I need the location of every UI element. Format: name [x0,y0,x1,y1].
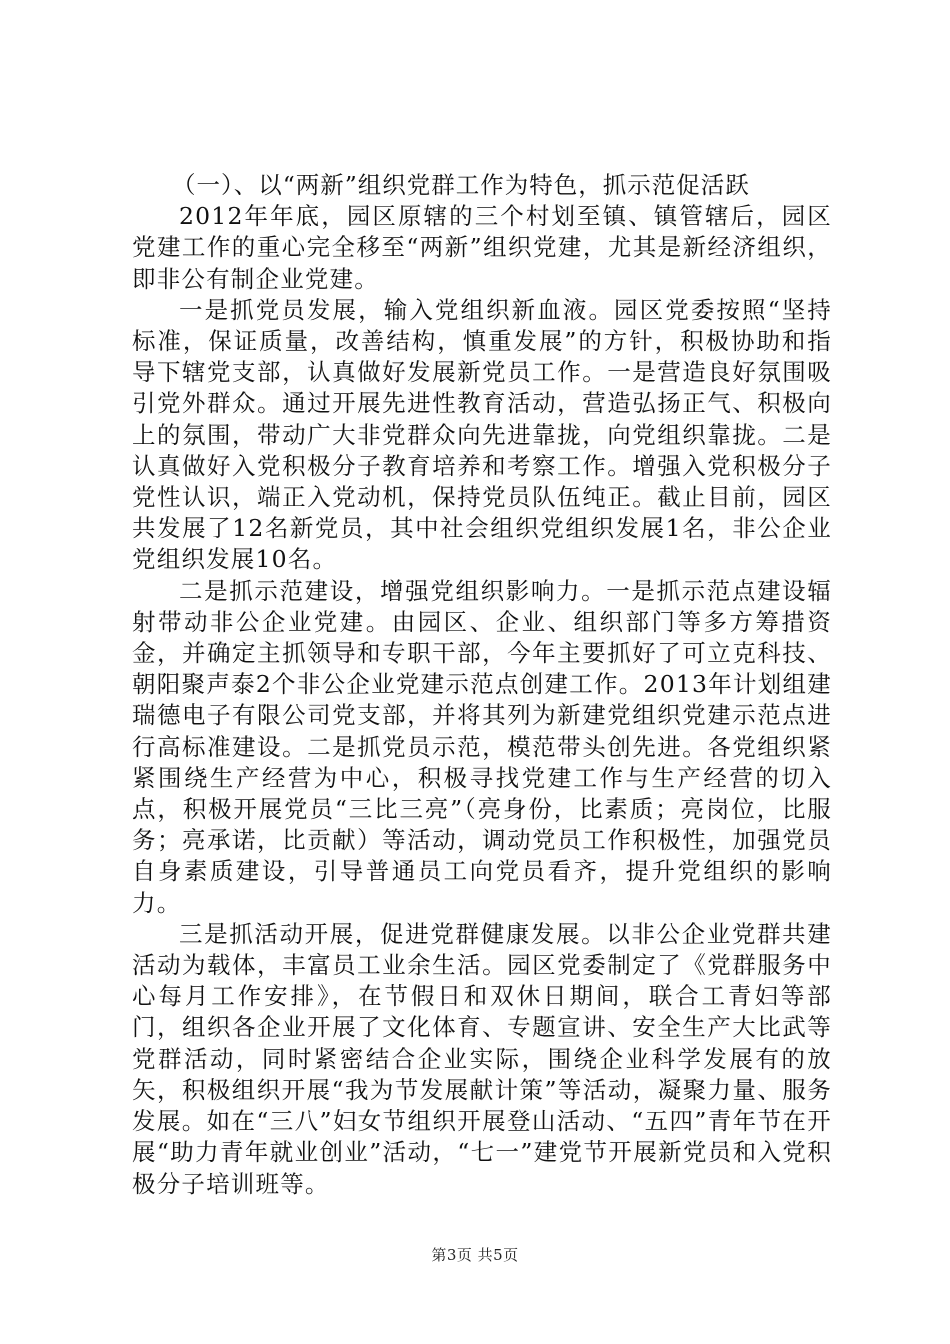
paragraph-activities: 三是抓活动开展，促进党群健康发展。以非公企业党群共建活动为载体，丰富员工业余生活。园区党委制定了《党群服务中心每月工作安排》，在节假日和双休日期间，联合工青妇等部门，组织各企业开展了文化体育、专题宣讲、安全生产大比武等党群活动，同时紧密结合企业实际，围绕企业科学发展有的放矢，积极组织开展“我为节发展献计策”等活动，凝聚力量、服务发展。如在“三八”妇女节组织开展登山活动、“五四”青年节在开展“助力青年就业创业”活动，“七一”建党节开展新党员和入党积极分子培训班等。 [132,919,832,1198]
document-body [132,170,832,1200]
paragraph-intro: 2012年年底，园区原辖的三个村划至镇、镇管辖后，园区党建工作的重心完全移至“两新”组织党建，尤其是新经济组织，即非公有制企业党建。 [132,202,832,293]
page-footer: 第3页 共5页 [431,1246,519,1264]
section-heading: （一）、以“两新”组织党群工作为特色，抓示范促活跃 [172,171,750,199]
paragraph-party-member-development: 一是抓党员发展，输入党组织新血液。园区党委按照“坚持标准，保证质量，改善结构，慎重发展”的方针，积极协助和指导下辖党支部，认真做好发展新党员工作。一是营造良好氛围吸引党外群众。通过开展先进性教育活动，营造弘扬正气、积极向上的氛围，带动广大非党群众向先进靠拢，向党组织靠拢。二是认真做好入党积极分子教育培养和考察工作。增强入党积极分子党性认识，端正入党动机，保持党员队伍纯正。截止目前，园区共发展了12名新党员，其中社会组织党组织发展1名，非公企业党组织发展10名。 [132,295,832,574]
paragraph-demonstration-building: 二是抓示范建设，增强党组织影响力。一是抓示范点建设辐射带动非公企业党建。由园区、企业、组织部门等多方筹措资金，并确定主抓领导和专职干部，今年主要抓好了可立克科技、朝阳聚声泰2个非公企业党建示范点创建工作。2013年计划组建瑞德电子有限公司党支部，并将其列为新建党组织党建示范点进行高标准建设。二是抓党员示范，模范带头创先进。各党组织紧紧围绕生产经营为中心，积极寻找党建工作与生产经营的切入点，积极开展党员“三比三亮”（亮身份，比素质；亮岗位，比服务；亮承诺，比贡献）等活动，调动党员工作积极性，加强党员自身素质建设，引导普通员工向党员看齐，提升党组织的影响力。 [132,576,832,917]
